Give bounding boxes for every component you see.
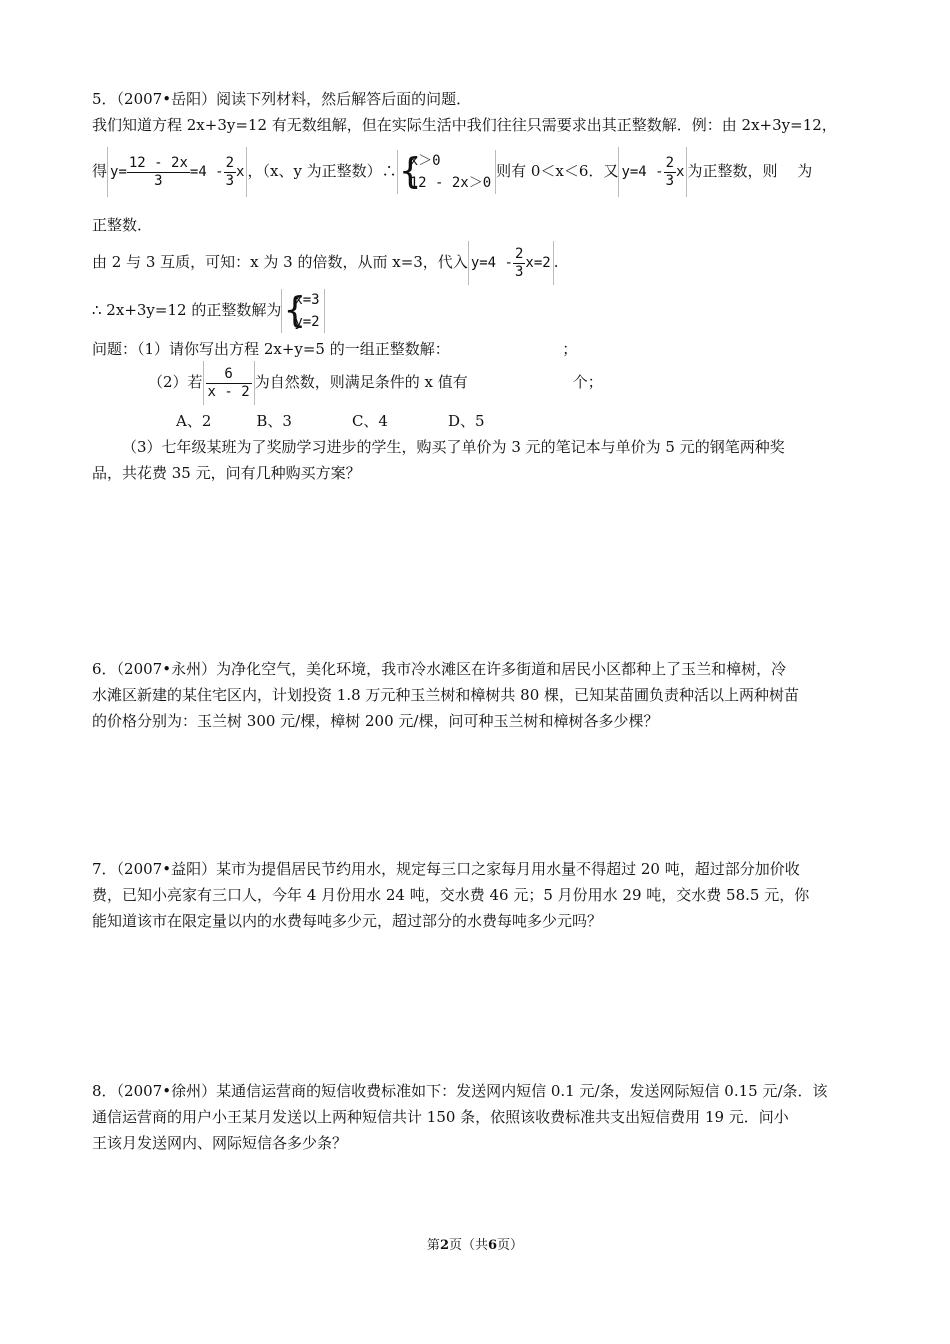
q8-line1: 8．（2007•徐州）某通信运营商的短信收费标准如下：发送网内短信 0.1 元/条，发送网际短信 0.15 元/条．该 [92, 1082, 828, 1100]
eq1-den2: 3 [225, 172, 235, 189]
q6-line3: 的价格分别为：玉兰树 300 元/棵，樟树 200 元/棵，问可种玉兰树和樟树各多少棵？ [92, 712, 659, 730]
q5-line3-after: 则有 0＜x＜6．又 [496, 162, 619, 180]
solution-system [281, 289, 324, 333]
eq2-x: x [676, 164, 685, 180]
q5-options: A、2 B、3 C、4 D、5 [176, 412, 485, 430]
q5-line6-pre: ∴ 2x+3y=12 的正整数解为 [92, 301, 282, 319]
footer-post: 页） [497, 1238, 524, 1253]
fraction-6-over-x-2-box [203, 361, 255, 405]
sys1-a: { x＞0 [409, 153, 441, 169]
q5-sub3-line2: 品，共花费 35 元，问有几种购买方案？ [92, 464, 361, 482]
q5-line5-end: . [553, 253, 559, 271]
eq2-left: y=4 - [621, 164, 664, 180]
sys2-a: { x=3 [294, 292, 320, 308]
q5-sub2-post: 为自然数，则满足条件的 x 值有 个； [254, 373, 603, 391]
footer-mid: 页（共 [448, 1238, 488, 1253]
footer-total-pages: 6 [488, 1238, 498, 1253]
equation-y-expression [107, 147, 247, 197]
footer-page-number: 2 [439, 1238, 449, 1253]
eq3-den: 3 [514, 263, 524, 280]
inequality-system [397, 150, 496, 194]
q5-line3-pre: 得 [92, 162, 108, 180]
q5-header: 5．（2007•岳阳）阅读下列材料，然后解答后面的问题． [92, 90, 472, 108]
q5-line5 [92, 240, 558, 285]
q5-line6 [92, 288, 325, 333]
equation-y-4-minus [618, 147, 687, 197]
eq1-den: 3 [127, 172, 190, 190]
q7-line2: 费，已知小亮家有三口人，今年 4 月份用水 24 吨，交水费 46 元；5 月份用水 29 吨，交水费 58.5 元，你 [92, 886, 810, 904]
fraction-2-over-3-b [664, 155, 676, 190]
eq1-num: 12 - 2x [128, 154, 188, 171]
footer-pre: 第 [426, 1238, 440, 1253]
q5-line3 [92, 146, 812, 197]
eq1-x: x [236, 164, 245, 180]
q5-sub2-pre: （2）若 [148, 373, 203, 391]
fraction-12-2x-over-3 [127, 155, 190, 190]
sub2-num: 6 [224, 365, 233, 382]
q5-sub3-line1: （3）七年级某班为了奖励学习进步的学生，购买了单价为 3 元的笔记本与单价为 5 元的钢笔两种奖 [122, 438, 785, 456]
page-footer [0, 1234, 950, 1253]
sys2-b: y=2 [294, 314, 320, 330]
fraction-2-over-3 [224, 155, 236, 190]
equation-substitute [468, 241, 554, 285]
sys1-b: 12 - 2x＞0 [409, 175, 492, 191]
q5-line2: 我们知道方程 2x+3y=12 有无数组解，但在实际生活中我们往往只需要求出其正整数解．例：由 2x+3y=12， [92, 116, 837, 134]
q5-line5-pre: 由 2 与 3 互质，可知：x 为 3 的倍数，从而 x=3，代入 [92, 253, 468, 271]
q8-line3: 王该月发送网内、网际短信各多少条？ [92, 1134, 348, 1152]
eq3-num: 2 [514, 245, 524, 262]
q8-line2: 通信运营商的用户小王某月发送以上两种短信共计 150 条，依照该收费标准共支出短信费用 19 元．问小 [92, 1108, 789, 1126]
q5-line3-end: 为正整数，则 为 [687, 162, 813, 180]
eq1-left: y= [110, 164, 127, 180]
eq3-x: x=2 [525, 255, 551, 271]
sub2-den: x - 2 [207, 383, 250, 400]
q6-line2: 水滩区新建的某住宅区内，计划投资 1.8 万元种玉兰树和樟树共 80 棵，已知某苗圃负责种活以上两种树苗 [92, 686, 800, 704]
q7-line3: 能知道该市在限定量以内的水费每吨多少元，超过部分的水费每吨多少元吗？ [92, 912, 603, 930]
eq1-num2: 2 [225, 154, 235, 171]
eq3-left: y=4 - [470, 255, 513, 271]
eq2-num: 2 [665, 154, 675, 171]
q5-sub1: 问题：（1）请你写出方程 2x+y=5 的一组正整数解： ； [92, 340, 578, 358]
fraction-2-over-3-c [513, 246, 525, 281]
q5-sub2 [148, 360, 603, 405]
fraction-6-over-x-2 [206, 366, 252, 401]
eq1-mid: =4 - [189, 164, 224, 180]
q5-line4: 正整数． [92, 216, 153, 234]
q5-line3-mid: ，（x、y 为正整数）∴ [247, 162, 397, 180]
q6-line1: 6．（2007•永州）为净化空气，美化环境，我市冷水滩区在许多街道和居民小区都种上了玉兰和樟树，冷 [92, 660, 787, 678]
eq2-den: 3 [665, 172, 675, 189]
q7-line1: 7．（2007•益阳）某市为提倡居民节约用水，规定每三口之家每月用水量不得超过 20 吨，超过部分加价收 [92, 860, 800, 878]
